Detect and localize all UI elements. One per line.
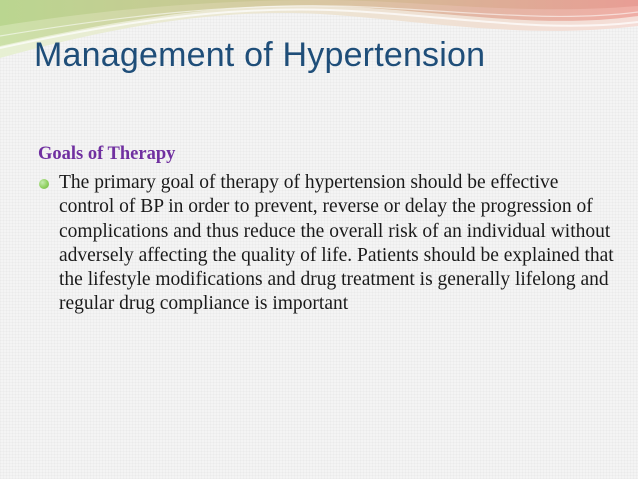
bullet-text: The primary goal of therapy of hypertension should be effective control of BP in order to prevent, reverse or delay the progression of complications and thus reduce the overall risk of an individual without adversely affecting the quality of life. Patients should be explained that the lifestyle modifications and drug treatment is generally lifelong and regular drug compliance is important <box>59 172 614 315</box>
green-circle-bullet-icon <box>39 179 49 189</box>
bullet-item <box>38 171 614 317</box>
goals-subheading: Goals of Therapy <box>38 144 176 164</box>
slide-content <box>38 142 614 317</box>
slide-title: Management of Hypertension <box>34 36 486 74</box>
